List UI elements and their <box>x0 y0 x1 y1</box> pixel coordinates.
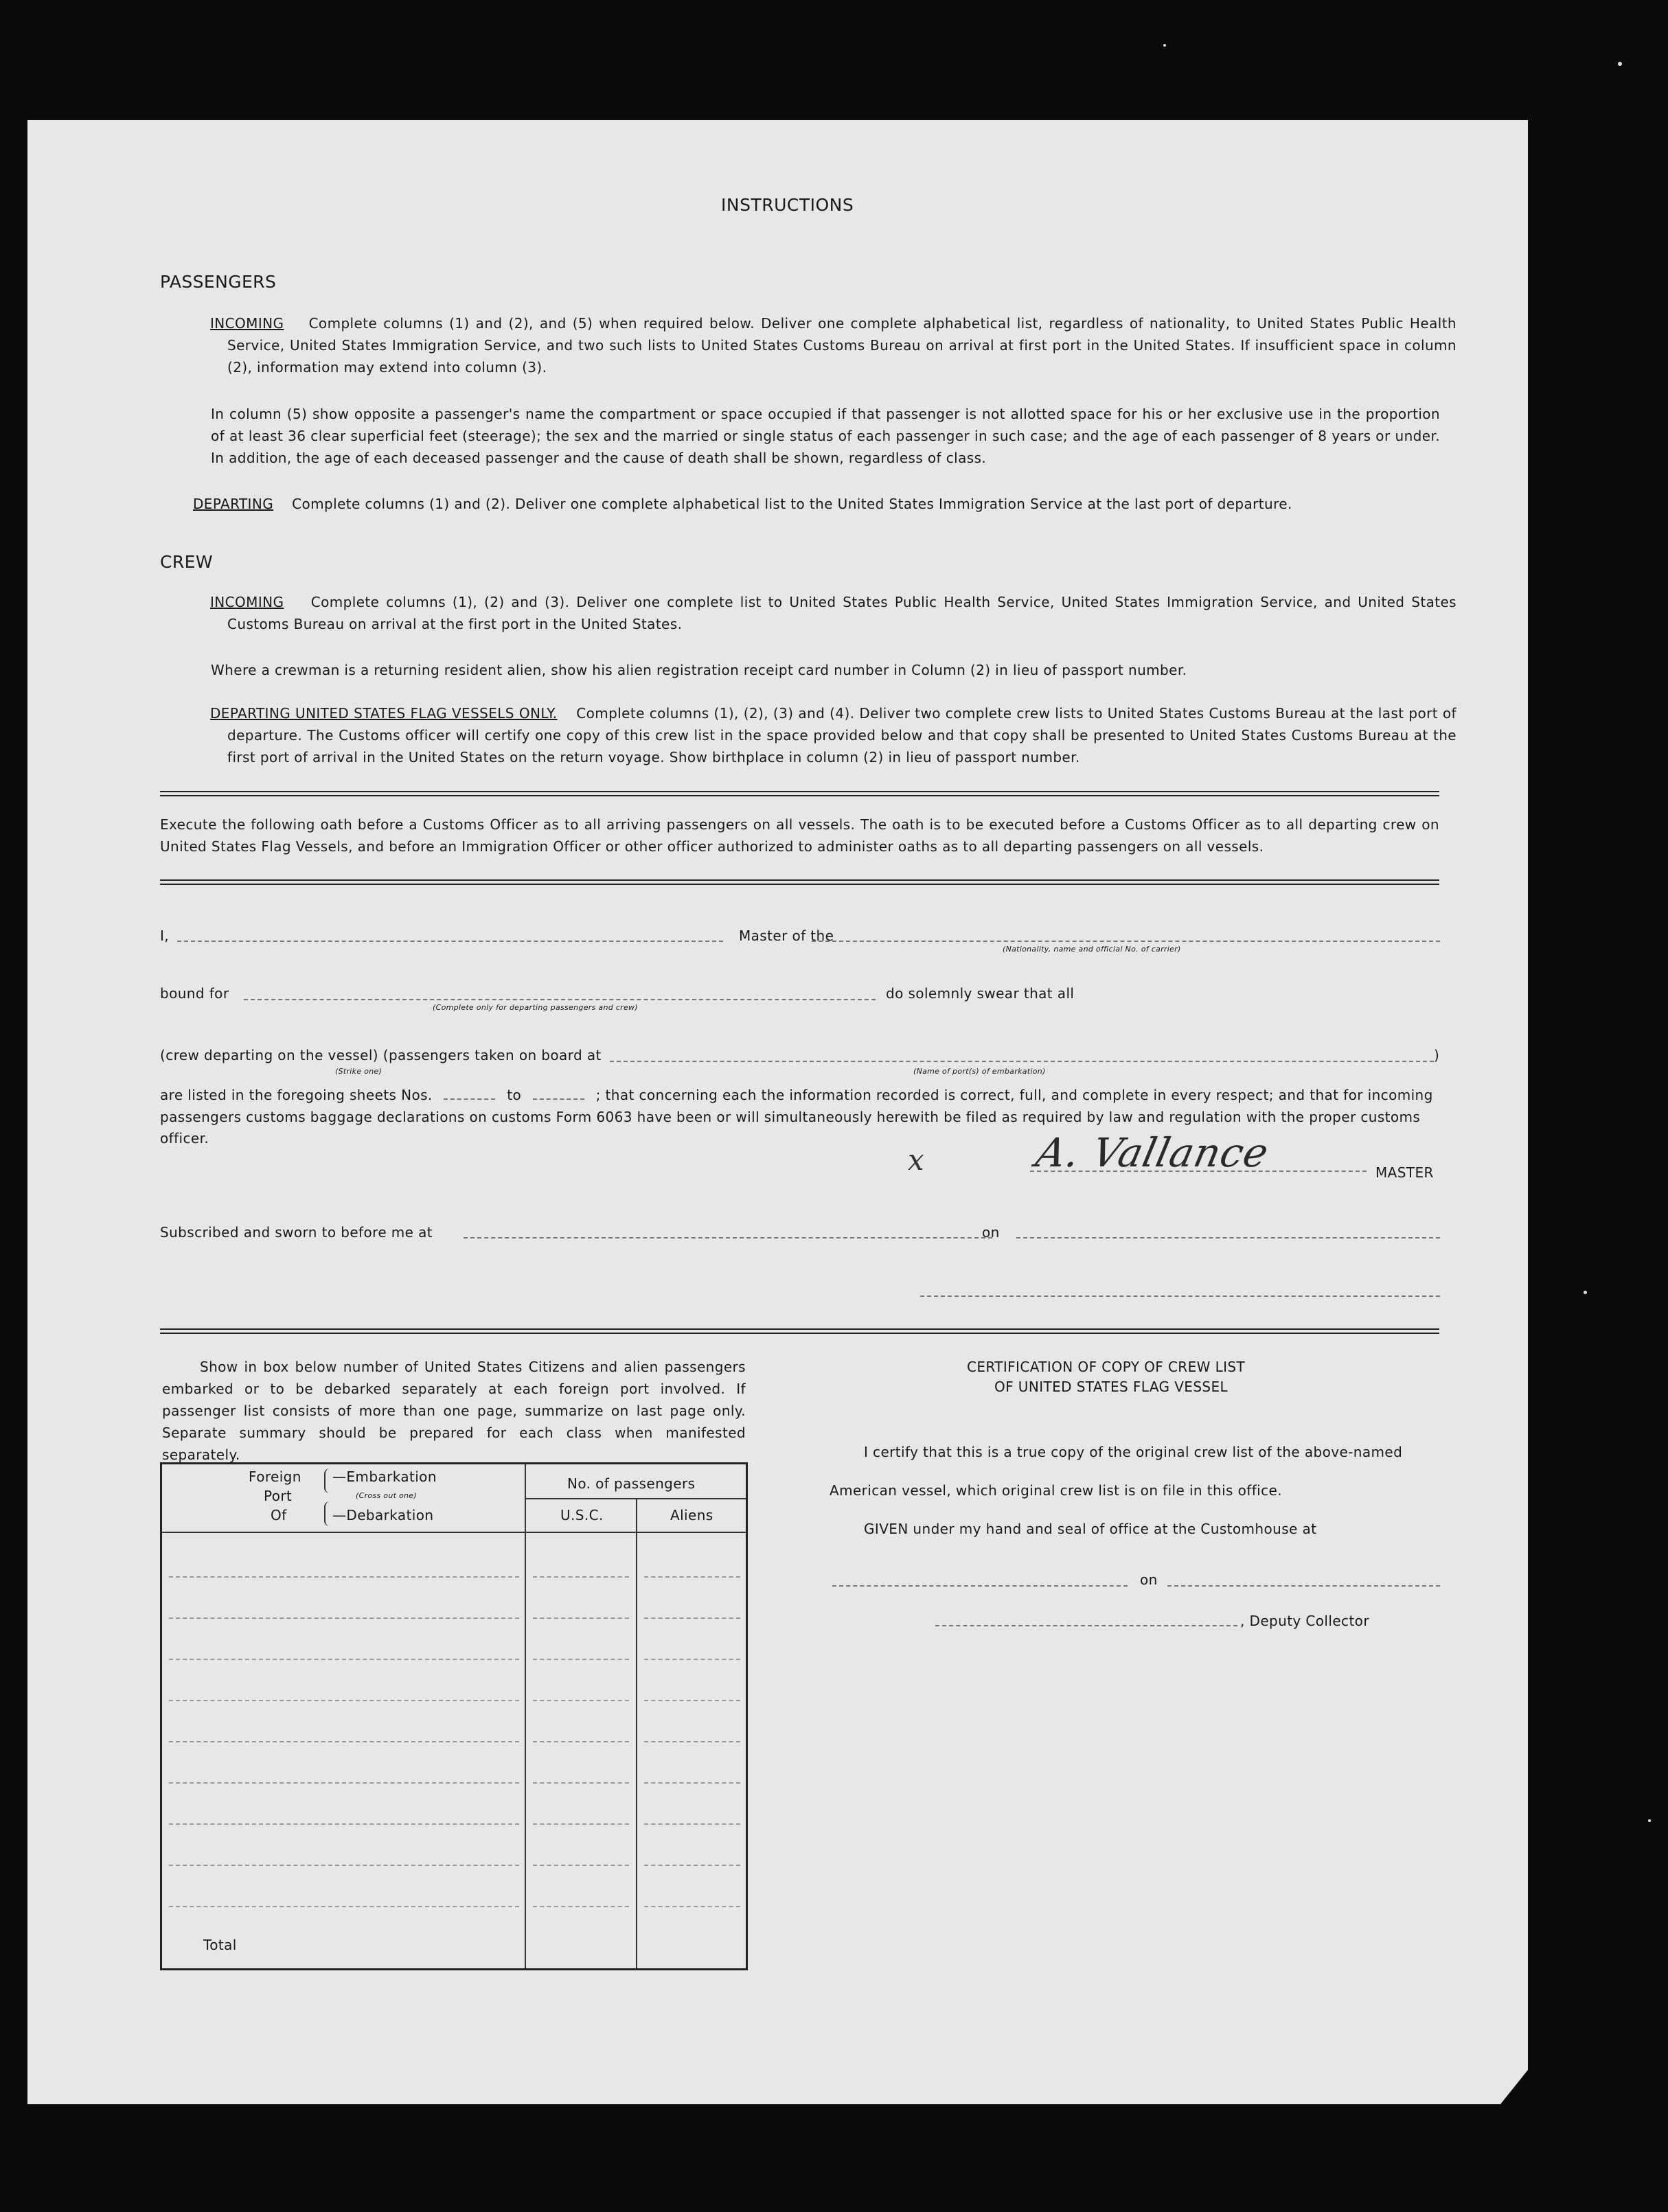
deputy-collector-label: , Deputy Collector <box>1240 1613 1369 1629</box>
summary-aliens-cell[interactable] <box>644 1865 740 1866</box>
subscribed-date-field[interactable] <box>1016 1237 1440 1239</box>
summary-usc-cell[interactable] <box>533 1576 629 1578</box>
deputy-collector-signature-field[interactable] <box>935 1625 1237 1626</box>
film-speck <box>1618 62 1622 66</box>
summary-usc-cell[interactable] <box>533 1700 629 1701</box>
subscribed-label: Subscribed and sworn to before me at <box>160 1224 433 1241</box>
passengers-incoming-paragraph <box>210 312 1456 378</box>
summary-usc-cell[interactable] <box>533 1865 629 1866</box>
cross-out-caption: (Cross out one) <box>356 1491 417 1500</box>
master-signature: A. Vallance <box>1031 1129 1273 1176</box>
close-paren: ) <box>1434 1047 1440 1063</box>
embarkation-label: —Embarkation <box>332 1468 437 1485</box>
summary-usc-cell[interactable] <box>533 1823 629 1825</box>
certification-title-1: CERTIFICATION OF COPY OF CREW LIST <box>967 1359 1246 1375</box>
certification-title-2: OF UNITED STATES FLAG VESSEL <box>994 1379 1229 1395</box>
signature-mark: x <box>908 1143 924 1177</box>
crew-departing-label: DEPARTING UNITED STATES FLAG VESSELS ONLY. <box>210 705 558 722</box>
film-speck <box>1584 1291 1587 1294</box>
passengers-departing-paragraph <box>193 493 1439 515</box>
brace-top <box>324 1468 332 1493</box>
summary-port-cell[interactable] <box>169 1576 519 1578</box>
divider-1 <box>160 791 1439 796</box>
passengers-column5-paragraph: In column (5) show opposite a passenger's name the compartment or space occupied if that passenger is not allotted space for his or her exclusive use in the proportion of at least 36 clear superficial feet (steerage); the sex and the married or single status of each passenger in such case; and the age of each passenger of 8 years or under. In addition, the age of each deceased passenger and the cause of death shall be shown, regardless of class. <box>211 406 1440 466</box>
carrier-caption: (Nationality, name and official No. of carrier) <box>1003 945 1181 954</box>
passengers-incoming-label: INCOMING <box>210 315 284 332</box>
certification-line2: American vessel, which original crew list is on file in this office. <box>830 1482 1282 1499</box>
sheet-from-field[interactable] <box>444 1089 495 1100</box>
no-of-passengers-label: No. of passengers <box>567 1475 696 1492</box>
passengers-incoming-text: Complete columns (1) and (2), and (5) when required below. Deliver one complete alphabetical list, regardless of nationality, to United States Public Health Service, United States Immigration Service, and two such lists to United States Customs Bureau on arrival at first port in the United States. If insufficient space in column (2), information may extend into column (3). <box>227 315 1457 376</box>
ports-caption: (Name of port(s) of embarkation) <box>913 1067 1046 1076</box>
debarkation-label: —Debarkation <box>332 1507 434 1523</box>
passengers-departing-text: Complete columns (1) and (2). Deliver one complete alphabetical list to the United States Immigration Service at the last port of departure. <box>292 496 1292 512</box>
summary-header <box>162 1464 746 1533</box>
aliens-label: Aliens <box>670 1507 713 1523</box>
summary-aliens-cell[interactable] <box>644 1741 740 1742</box>
aliens-column-divider <box>636 1532 637 1968</box>
crew-heading: CREW <box>160 552 213 572</box>
sheet-to-field[interactable] <box>533 1089 584 1100</box>
certification-line3: GIVEN under my hand and seal of office at the Customhouse at <box>864 1521 1317 1537</box>
crew-incoming-label: INCOMING <box>210 594 284 610</box>
listed-b: ; that concerning each the information recorded is correct, full, and complete in every respect; and that for incoming <box>595 1087 1433 1103</box>
summary-aliens-cell[interactable] <box>644 1576 740 1578</box>
swear-label: do solemnly swear that all <box>886 985 1075 1002</box>
passengers-heading: PASSENGERS <box>160 272 277 292</box>
oath-note: Execute the following oath before a Customs Officer as to all arriving passengers on all vessels. The oath is to be executed before a Customs Officer as to all departing crew on United States Flag Vessels, and before an Immigration Officer or other officer authorized to administer oaths as to all departing passengers on all vessels. <box>160 816 1439 855</box>
passengers-subheader-rule <box>525 1498 746 1499</box>
summary-port-cell[interactable] <box>169 1617 519 1619</box>
crew-departing-text: Complete columns (1), (2), (3) and (4). Deliver two complete crew lists to United States Customs Bureau at the last port of departure. The Customs officer will certify one copy of this crew list in the space provided below and that copy shall be presented to United States Customs Bureau at the first port of arrival in the United States on the return voyage. Show birthplace in column (2) in lieu of passport number. <box>227 705 1456 765</box>
crew-incoming-paragraph <box>210 591 1456 635</box>
brace-bottom <box>324 1501 332 1526</box>
summary-usc-cell[interactable] <box>533 1741 629 1742</box>
summary-usc-cell[interactable] <box>533 1782 629 1784</box>
summary-port-cell[interactable] <box>169 1659 519 1660</box>
foreign-label: Foreign <box>249 1468 301 1485</box>
listed-to: to <box>507 1087 522 1103</box>
strike-one-caption: (Strike one) <box>335 1067 382 1076</box>
customhouse-field[interactable] <box>832 1585 1128 1587</box>
of-label: Of <box>271 1507 287 1523</box>
officer-signature-field[interactable] <box>920 1295 1440 1297</box>
summary-port-cell[interactable] <box>169 1782 519 1784</box>
paper-corner-curl <box>1500 2070 1528 2104</box>
master-label: MASTER <box>1375 1164 1434 1181</box>
summary-port-cell[interactable] <box>169 1700 519 1701</box>
subscribed-place-field[interactable] <box>464 1237 992 1239</box>
summary-aliens-cell[interactable] <box>644 1617 740 1619</box>
listed-line3: officer. <box>160 1130 209 1147</box>
summary-aliens-cell[interactable] <box>644 1659 740 1660</box>
certification-date-field[interactable] <box>1167 1585 1440 1587</box>
summary-port-cell[interactable] <box>169 1741 519 1742</box>
aliens-divider-head <box>636 1498 637 1532</box>
crew-departing-paragraph <box>210 702 1456 768</box>
film-speck <box>1163 44 1166 47</box>
crew-resident-paragraph: Where a crewman is a returning resident alien, show his alien registration receipt card number in Column (2) in lieu of passport number. <box>211 662 1187 678</box>
film-speck <box>1648 1819 1651 1822</box>
summary-aliens-cell[interactable] <box>644 1782 740 1784</box>
summary-port-cell[interactable] <box>169 1906 519 1907</box>
crew-passengers-label: (crew departing on the vessel) (passengers taken on board at <box>160 1047 602 1063</box>
bound-for-caption: (Complete only for departing passengers and crew) <box>433 1003 638 1012</box>
summary-usc-cell[interactable] <box>533 1659 629 1660</box>
summary-aliens-cell[interactable] <box>644 1823 740 1825</box>
master-signature-line[interactable] <box>1030 1171 1367 1172</box>
usc-column-divider <box>525 1532 526 1968</box>
subscribed-on-label: on <box>982 1224 1000 1241</box>
listed-line2: passengers customs baggage declarations on customs Form 6063 have been or will simultaneously herewith be filed as required by law and regulation with the proper customs <box>160 1109 1421 1125</box>
summary-table <box>160 1462 748 1970</box>
listed-line1 <box>160 1084 1441 1106</box>
summary-aliens-cell[interactable] <box>644 1700 740 1701</box>
form-page <box>27 120 1528 2104</box>
port-label: Port <box>264 1488 293 1504</box>
listed-a: are listed in the foregoing sheets Nos. <box>160 1087 433 1103</box>
master-name-field[interactable] <box>177 941 723 942</box>
passengers-departing-label: DEPARTING <box>193 496 274 512</box>
oath-i-label: I, <box>160 928 170 944</box>
summary-usc-cell[interactable] <box>533 1617 629 1619</box>
page-title: INSTRUCTIONS <box>721 195 854 215</box>
summary-port-cell[interactable] <box>169 1865 519 1866</box>
usc-label: U.S.C. <box>560 1507 604 1523</box>
summary-aliens-cell[interactable] <box>644 1906 740 1907</box>
certification-on-label: on <box>1140 1571 1158 1588</box>
bound-for-label: bound for <box>160 985 229 1002</box>
divider-2 <box>160 879 1439 885</box>
master-of-label: Master of the <box>739 928 834 944</box>
summary-port-cell[interactable] <box>169 1823 519 1825</box>
certification-line1: I certify that this is a true copy of the original crew list of the above-named <box>864 1444 1403 1460</box>
summary-usc-cell[interactable] <box>533 1906 629 1907</box>
total-label: Total <box>203 1937 237 1953</box>
summary-instructions: Show in box below number of United States Citizens and alien passengers embarked or to be debarked separately at each foreign port involved. If passenger list consists of more than one page, summarize on last page only. Separate summary should be prepared for each class when manifested separately. <box>162 1359 746 1463</box>
divider-3 <box>160 1328 1439 1334</box>
crew-incoming-text: Complete columns (1), (2) and (3). Deliver one complete list to United States Public Health Service, United States Immigration Service, and United States Customs Bureau on arrival at the first port in the United States. <box>227 594 1456 632</box>
